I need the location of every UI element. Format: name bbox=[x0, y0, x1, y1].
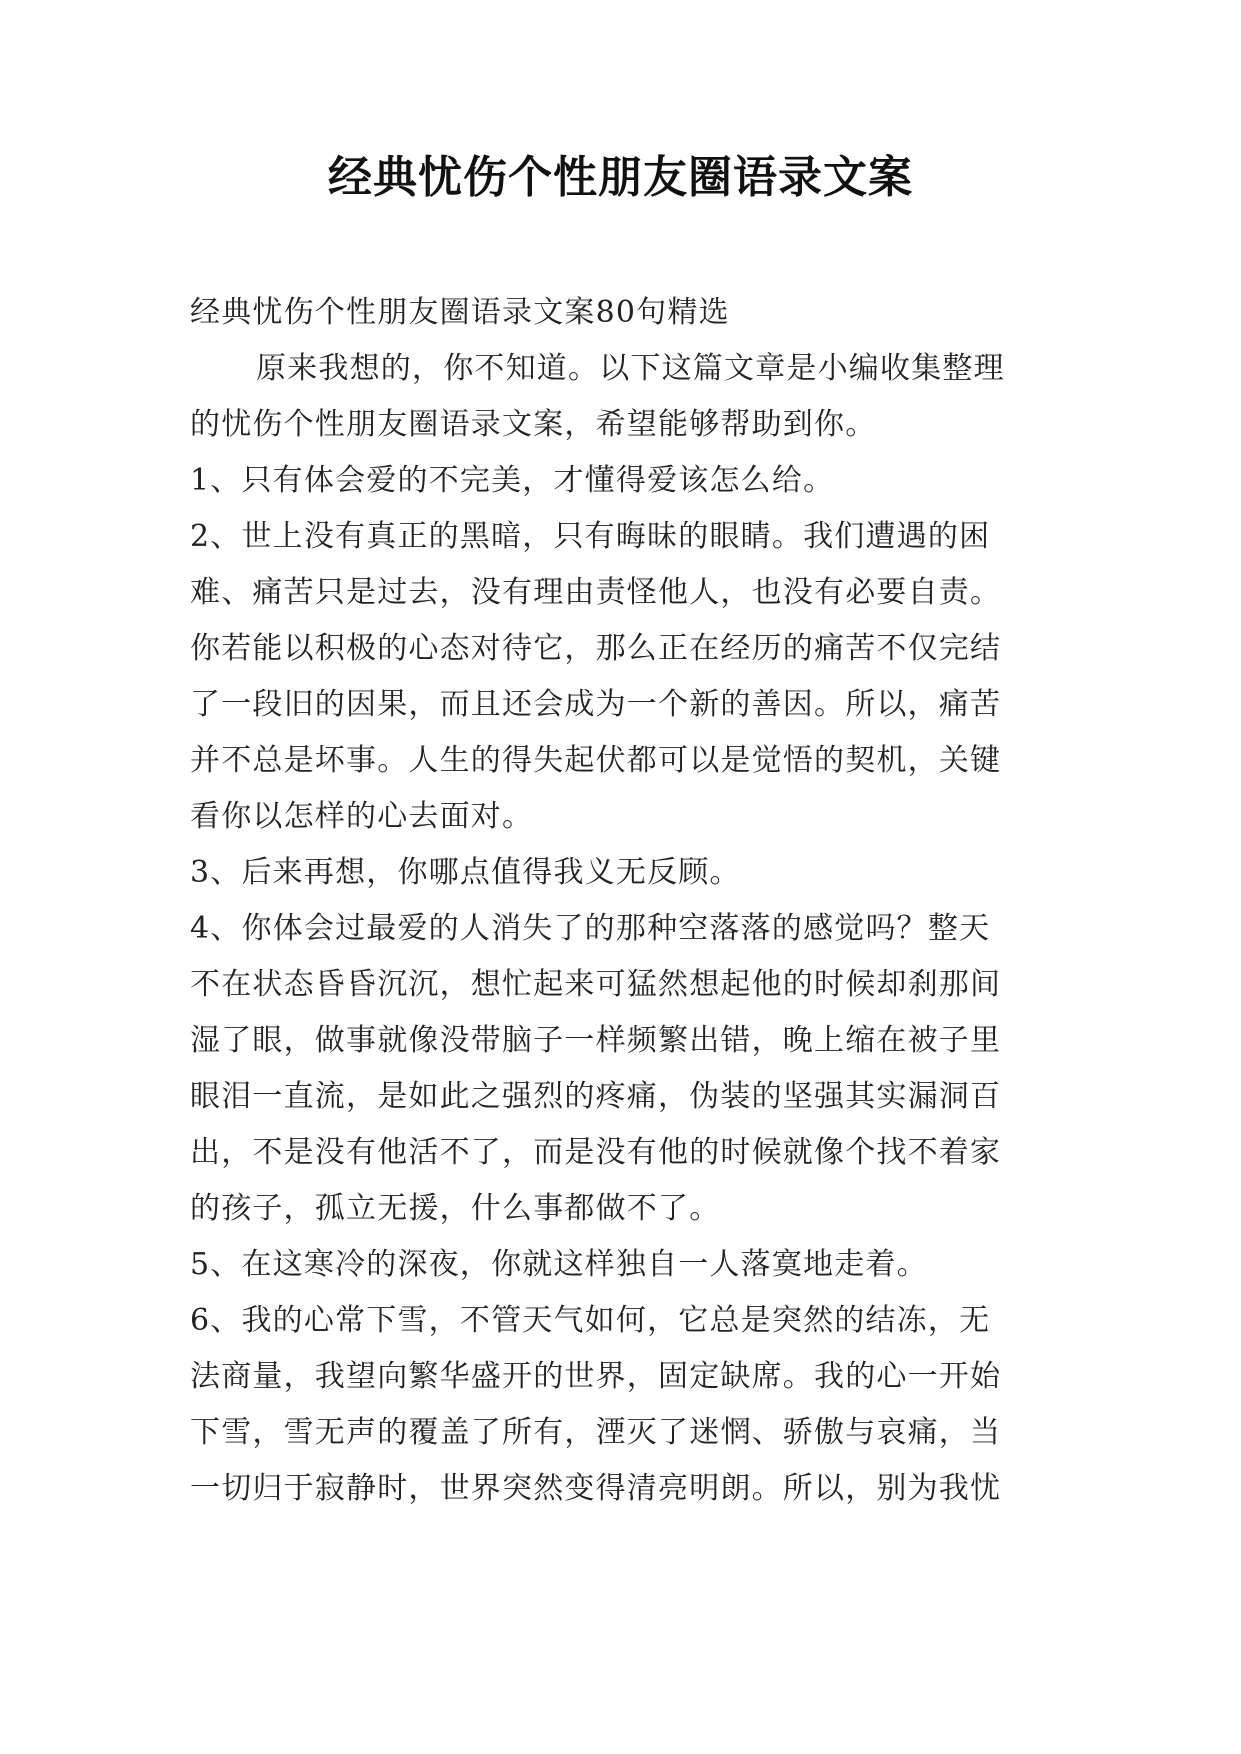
paragraph-line: 出，不是没有他活不了，而是没有他的时候就像个找不着家 bbox=[190, 1135, 1002, 1170]
paragraph-line: 的孩子，孤立无援，什么事都做不了。 bbox=[190, 1191, 721, 1226]
document-title: 经典忧伤个性朋友圈语录文案 bbox=[328, 152, 913, 203]
paragraph-line: 了一段旧的因果，而且还会成为一个新的善因。所以，痛苦 bbox=[190, 687, 1002, 722]
paragraph-line: 下雪，雪无声的覆盖了所有，湮灭了迷惘、骄傲与哀痛，当 bbox=[190, 1415, 1002, 1450]
paragraph-line: 的忧伤个性朋友圈语录文案，希望能够帮助到你。 bbox=[190, 407, 877, 442]
paragraph-line: 5、在这寒冷的深夜，你就这样独自一人落寞地走着。 bbox=[190, 1247, 928, 1282]
paragraph-line: 2、世上没有真正的黑暗，只有晦昧的眼睛。我们遭遇的困 bbox=[190, 519, 991, 554]
paragraph-line: 并不总是坏事。人生的得失起伏都可以是觉悟的契机，关键 bbox=[190, 743, 1002, 778]
paragraph-line: 难、痛苦只是过去，没有理由责怪他人，也没有必要自责。 bbox=[190, 575, 1002, 610]
document-body bbox=[190, 285, 1060, 1517]
paragraph-line: 1、只有体会爱的不完美，才懂得爱该怎么给。 bbox=[190, 463, 835, 498]
paragraph-line: 原来我想的，你不知道。以下这篇文章是小编收集整理 bbox=[256, 351, 1005, 386]
paragraph-line: 眼泪一直流，是如此之强烈的疼痛，伪装的坚强其实漏洞百 bbox=[190, 1079, 1002, 1114]
paragraph-line: 你若能以积极的心态对待它，那么正在经历的痛苦不仅完结 bbox=[190, 631, 1002, 666]
paragraph-line: 一切归于寂静时，世界突然变得清亮明朗。所以，别为我忧 bbox=[190, 1471, 1002, 1506]
paragraph-line: 看你以怎样的心去面对。 bbox=[190, 799, 534, 834]
paragraph-line: 4、你体会过最爱的人消失了的那种空落落的感觉吗？整天 bbox=[190, 911, 991, 946]
paragraph-line: 6、我的心常下雪，不管天气如何，它总是突然的结冻，无 bbox=[190, 1303, 991, 1338]
paragraph-line: 不在状态昏昏沉沉，想忙起来可猛然想起他的时候却刹那间 bbox=[190, 967, 1002, 1002]
subtitle-line: 经典忧伤个性朋友圈语录文案80句精选 bbox=[190, 295, 730, 330]
paragraph-line: 湿了眼，做事就像没带脑子一样频繁出错，晚上缩在被子里 bbox=[190, 1023, 1002, 1058]
paragraph-line: 3、后来再想，你哪点值得我义无反顾。 bbox=[190, 855, 741, 890]
paragraph-line: 法商量，我望向繁华盛开的世界，固定缺席。我的心一开始 bbox=[190, 1359, 1002, 1394]
